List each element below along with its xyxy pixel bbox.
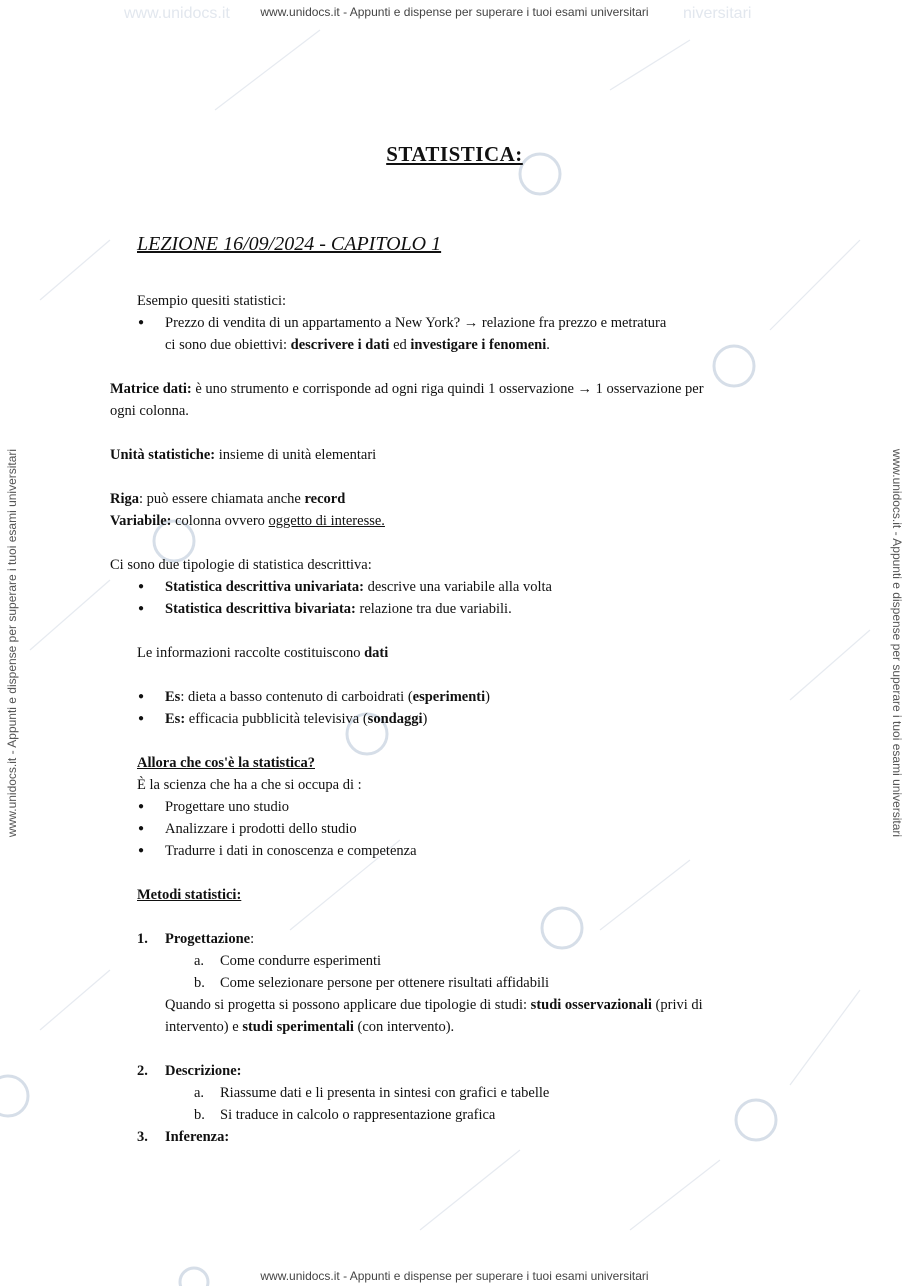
metodi-sub-item: a. Riassume dati e li presenta in sintesi con grafici e tabelle [194,1085,550,1101]
watermark-top: www.unidocs.it - Appunti e dispense per superare i tuoi esami universitari [260,5,649,19]
metodi-sub-item: b. Si traduce in calcolo o rappresentazione grafica [194,1107,496,1123]
metodi-item-3: 3. Inferenza: [137,1129,230,1145]
informazioni-paragraph: Le informazioni raccolte costituiscono dati [137,645,389,661]
watermark-side-right: www.unidocs.it - Appunti e dispense per superare i tuoi esami universitari [890,448,904,838]
esempio-list [110,312,810,334]
esempio-bullet: ● Prezzo di vendita di un appartamento a New York? → relazione fra prezzo e metratura [137,312,810,334]
metodi-sub-item: a. Come condurre esperimenti [194,953,382,969]
matrice-paragraph: Matrice dati: è uno strumento e corrisponde ad ogni riga quindi 1 osservazione → 1 osservazione per ogni colonna. [110,381,704,419]
metodi-sub-item: b. Come selezionare persone per ottenere risultati affidabili [194,975,550,991]
variabile-paragraph: Variabile: colonna ovvero oggetto di interesse. [110,513,385,529]
watermark-bottom: www.unidocs.it - Appunti e dispense per superare i tuoi esami universitari [260,1269,649,1283]
esempio-intro: Esempio quesiti statistici: [137,293,287,309]
tipologie-list [110,576,810,620]
document-body [110,290,810,1148]
statistica-list [110,796,810,862]
statistica-item: ● Tradurre i dati in conoscenza e competenza [137,840,810,862]
tipologie-intro: Ci sono due tipologie di statistica descrittiva: [110,557,372,573]
esempio-continuation: ci sono due obiettivi: descrivere i dati ed investigare i fenomeni. [165,337,550,353]
esempi-item: ● Es: efficacia pubblicità televisiva (sondaggi) [137,708,810,730]
tipologie-item: ● Statistica descrittiva bivariata: relazione tra due variabili. [137,598,810,620]
tipologie-item: ● Statistica descrittiva univariata: descrive una variabile alla volta [137,576,810,598]
statistica-item: ● Progettare uno studio [137,796,810,818]
watermark-side-left: www.unidocs.it - Appunti e dispense per superare i tuoi esami universitari [5,448,19,838]
metodi-heading: Metodi statistici: [137,887,242,903]
unita-paragraph: Unità statistiche: insieme di unità elementari [110,447,377,463]
esempi-item: ● Es: dieta a basso contenuto di carboidrati (esperimenti) [137,686,810,708]
metodi-item-2: 2. Descrizione: [137,1063,242,1079]
statistica-item: ● Analizzare i prodotti dello studio [137,818,810,840]
document-title: STATISTICA: [386,142,523,166]
statistica-heading: Allora che cos'è la statistica? [137,755,315,771]
statistica-intro: È la scienza che ha a che si occupa di : [137,777,362,793]
lesson-heading: LEZIONE 16/09/2024 - CAPITOLO 1 [137,233,442,255]
metodi-note: Quando si progetta si possono applicare due tipologie di studi: studi osservazionali (privi di intervento) e studi sperimentali (con intervento). [165,997,703,1035]
watermark-faint-right: niversitari [683,5,752,22]
metodi-item-1: 1. Progettazione: [137,931,255,947]
watermark-faint-left: www.unidocs.it [124,5,230,22]
riga-paragraph: Riga: può essere chiamata anche record [110,491,346,507]
esempi-list [110,686,810,730]
